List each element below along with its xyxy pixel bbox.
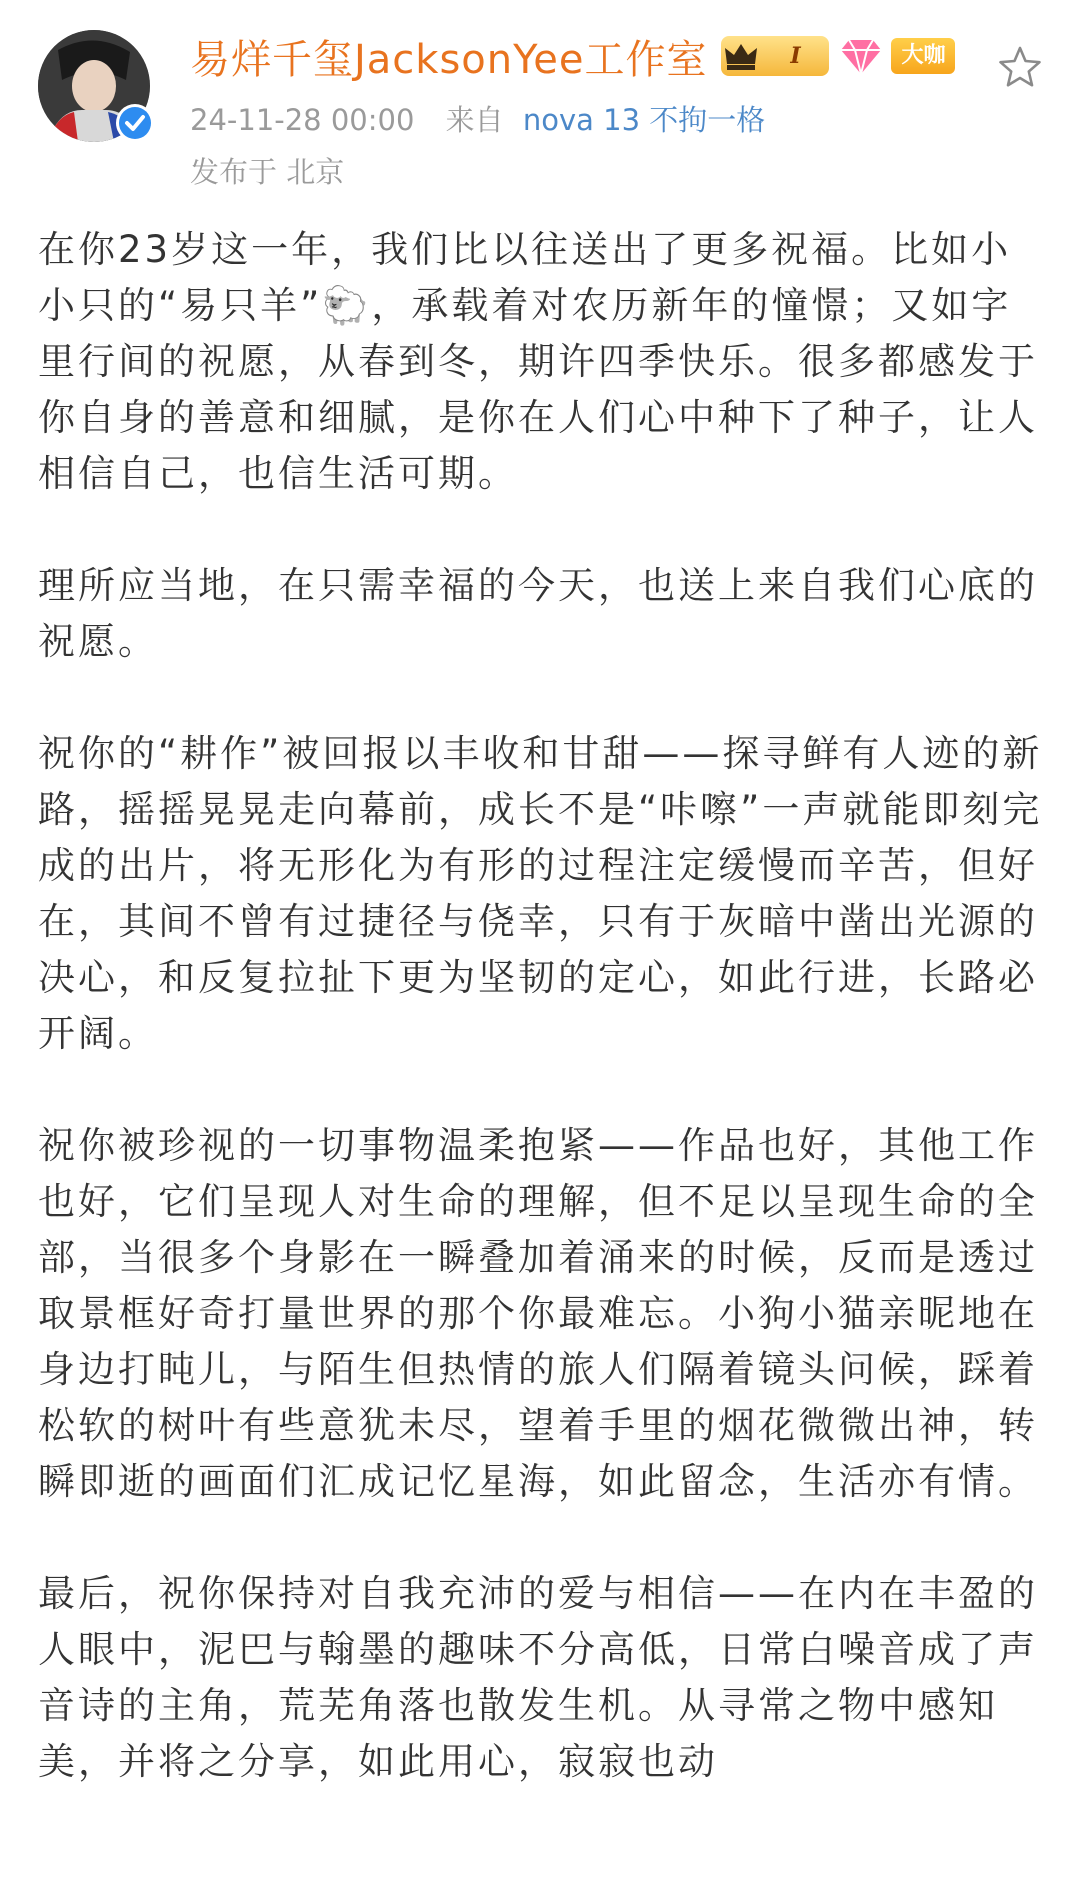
paragraph-2: 理所应当地，在只需幸福的今天，也送上来自我们心底的祝愿。 xyxy=(38,564,1038,663)
paragraph-5: 最后，祝你保持对自我充沛的爱与相信——在内在丰盈的人眼中，泥巴与翰墨的趣味不分高低，日常白噪音成了声音诗的主角，荒芜角落也散发生机。从寻常之物中感知美，并将之分享，如此用心，寂寂也动 xyxy=(38,1572,1038,1783)
location: 发布于 北京 xyxy=(190,155,345,189)
post-header xyxy=(0,0,1080,190)
member-level: I xyxy=(790,43,801,69)
post-meta xyxy=(190,98,765,139)
verified-badge xyxy=(116,104,154,142)
post-content xyxy=(38,222,1046,1846)
crown-icon xyxy=(721,36,761,76)
source-prefix: 来自 xyxy=(445,103,504,137)
source-link[interactable]: nova 13 不拘一格 xyxy=(522,103,766,137)
member-level-badge[interactable] xyxy=(721,36,829,76)
username[interactable]: 易烊千玺JacksonYee工作室 xyxy=(190,36,708,83)
star-outline-icon[interactable] xyxy=(996,44,1044,92)
paragraph-3: 祝你的“耕作”被回报以丰收和甘甜——探寻鲜有人迹的新路，摇摇晃晃走向幕前，成长不是“咔嚓”一声就能即刻完成的出片，将无形化为有形的过程注定缓慢而辛苦，但好在，其间不曾有过捷径与侥幸，只有于灰暗中凿出光源的决心，和反复拉扯下更为坚韧的定心，如此行进，长路必开阔。 xyxy=(38,732,1043,1055)
verified-check-icon xyxy=(116,104,154,142)
paragraph-1: 在你23岁这一年，我们比以往送出了更多祝福。比如小小只的“易只羊”🐑，承载着对农历新年的憧憬；又如字里行间的祝愿，从春到冬，期许四季快乐。很多都感发于你自身的善意和细腻，是你在人们心中种下了种子，让人相信自己，也信生活可期。 xyxy=(38,228,1038,495)
timestamp: 24-11-28 00:00 xyxy=(190,103,415,137)
name-row xyxy=(190,30,955,82)
paragraph-4: 祝你被珍视的一切事物温柔抱紧——作品也好，其他工作也好，它们呈现人对生命的理解，但不足以呈现生命的全部，当很多个身影在一瞬叠加着涌来的时候，反而是透过取景框好奇打量世界的那个你最难忘。小狗小猫亲昵地在身边打盹儿，与陌生但热情的旅人们隔着镜头问候，踩着松软的树叶有些意犹未尽，望着手里的烟花微微出神，转瞬即逝的画面们汇成记忆星海，如此留念，生活亦有情。 xyxy=(38,1124,1038,1503)
gem-icon[interactable] xyxy=(839,36,883,76)
dakai-badge[interactable]: 大咖 xyxy=(891,38,955,74)
